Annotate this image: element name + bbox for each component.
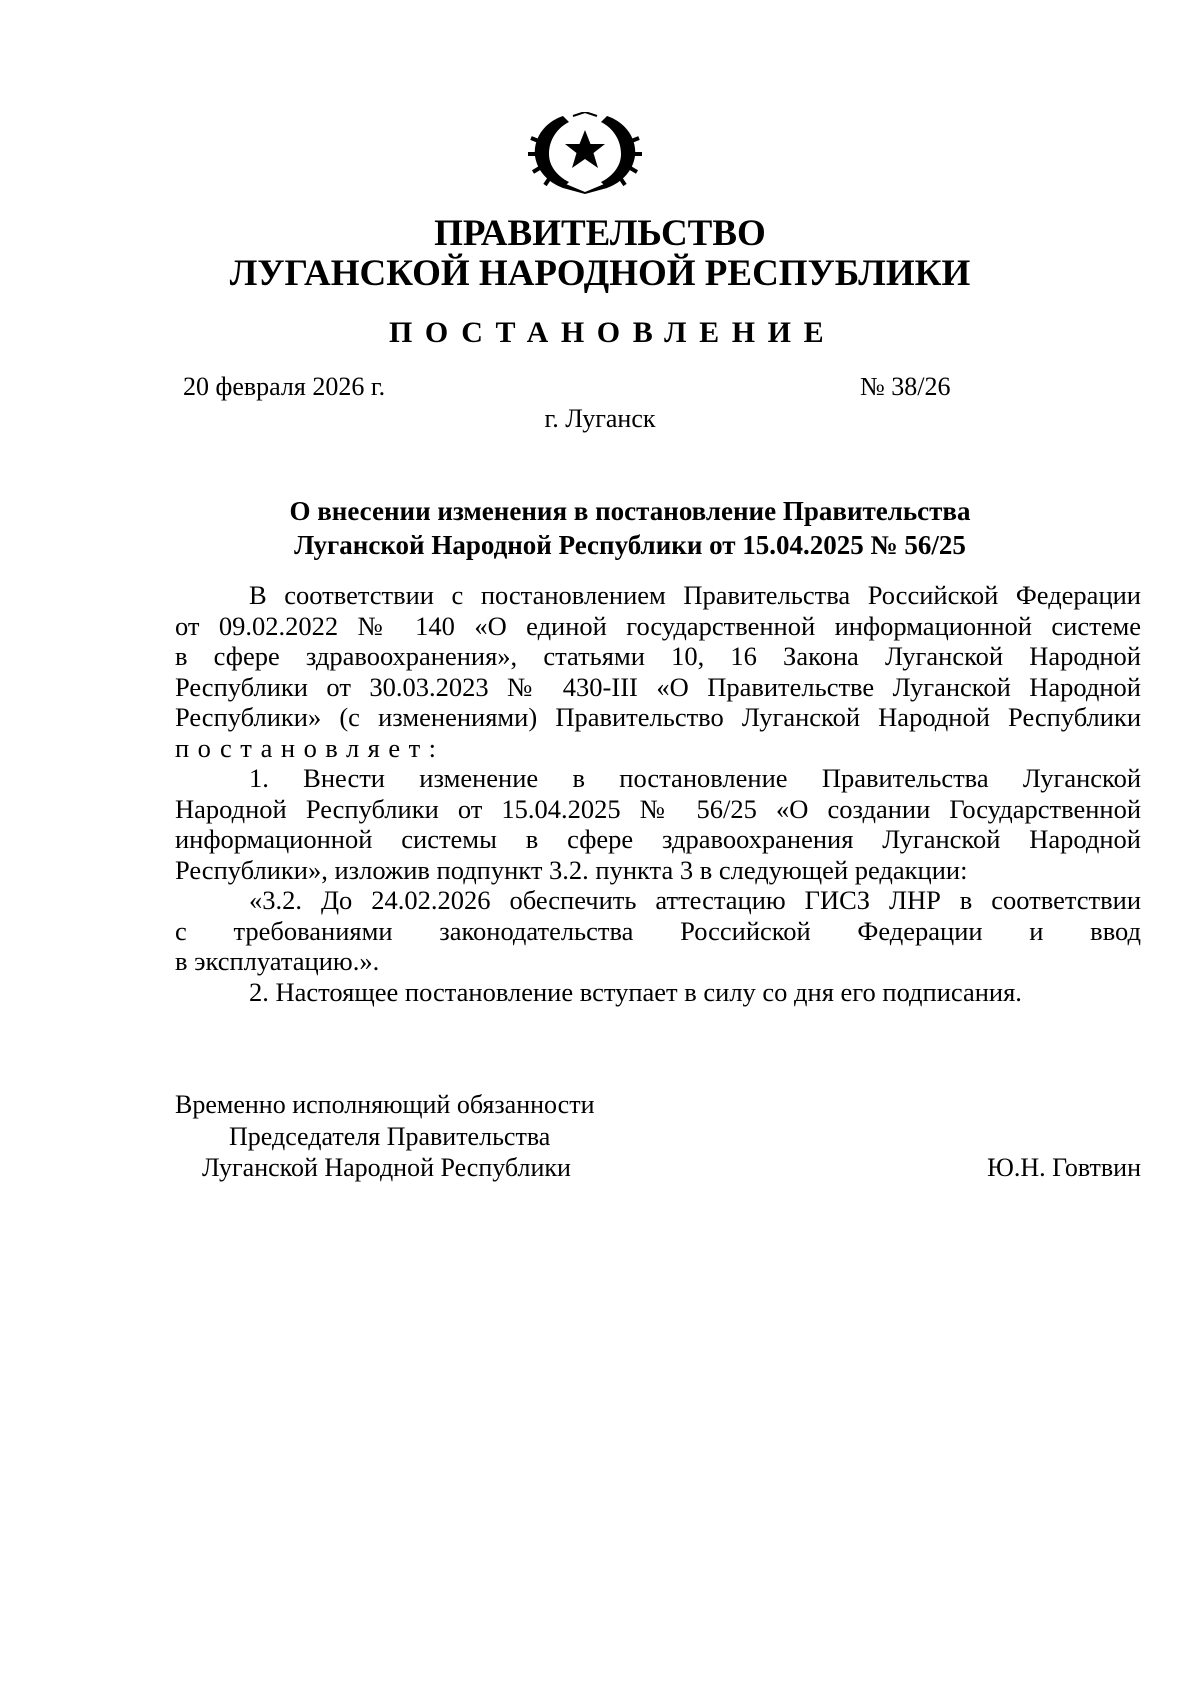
body-line: от 09.02.2022 № 140 «О единой государственной информационной системе (175, 610, 1141, 641)
body-line: В соответствии с постановлением Правительства Российской Федерации (249, 580, 1141, 610)
signer-position-line-1: Временно исполняющий обязанности (175, 1090, 595, 1119)
subject-line-2: Луганской Народной Республики от 15.04.2025 № 56/25 (294, 530, 966, 560)
body-line: Республики», изложив подпункт 3.2. пункта 3 в следующей редакции: (175, 854, 968, 885)
body-line: в эксплуатацию.». (175, 946, 380, 976)
body-line: Республики от 30.03.2023 № 430-III «О Правительстве Луганской Народной (175, 671, 1141, 702)
body-line: информационной системы в сфере здравоохранения Луганской Народной (175, 824, 1141, 854)
signer-position-line-2: Председателя Правительства (229, 1122, 551, 1151)
coat-of-arms-icon (527, 112, 643, 194)
body-line: 1. Внести изменение в постановление Правительства Луганской (249, 763, 1141, 793)
org-name-line-2: ЛУГАНСКОЙ НАРОДНОЙ РЕСПУБЛИКИ (229, 253, 971, 294)
body-line: с требованиями законодательства Российской Федерации и ввод (175, 915, 1141, 946)
signer-name: Ю.Н. Говтвин (987, 1153, 1141, 1182)
document-body (175, 580, 1141, 1007)
body-line: Народной Республики от 15.04.2025 № 56/25 «О создании Государственной (175, 793, 1141, 824)
document-subject (190, 494, 1070, 562)
body-line: 2. Настоящее постановление вступает в силу со дня его подписания. (249, 976, 1022, 1007)
subject-line-1: О внесении изменения в постановление Правительства (289, 496, 971, 526)
body-line: «3.2. До 24.02.2026 обеспечить аттестацию ГИСЗ ЛНР в соответствии (249, 885, 1141, 915)
body-line: в сфере здравоохранения», статьями 10, 16 Закона Луганской Народной (175, 641, 1141, 671)
body-line: Республики» (с изменениями) Правительство Луганской Народной Республики (175, 702, 1141, 732)
decree-word: постановляет: (175, 732, 445, 763)
document-number: № 38/26 (860, 372, 951, 401)
org-name-line-1: ПРАВИТЕЛЬСТВО (434, 213, 766, 254)
document-city: г. Луганск (544, 404, 656, 433)
document-type: ПОСТАНОВЛЕНИЕ (388, 316, 837, 349)
signer-position-line-3: Луганской Народной Республики (202, 1153, 571, 1182)
document-date: 20 февраля 2026 г. (183, 372, 386, 401)
